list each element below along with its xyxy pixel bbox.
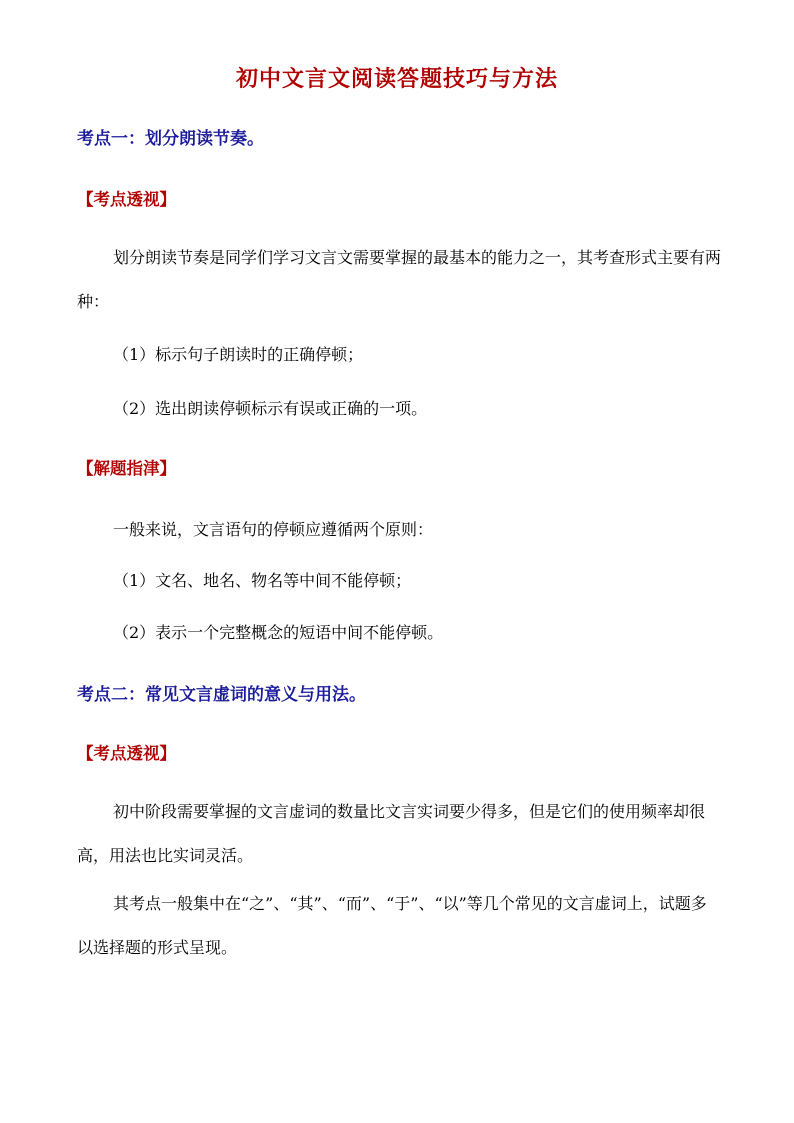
section1-item-3: （1）文名、地名、物名等中间不能停顿； [113,571,412,590]
section1-tag-jieti: 【解题指津】 [77,459,176,478]
section1-item-1: （1）标示句子朗读时的正确停顿； [113,345,364,364]
section1-rule-intro: 一般来说，文言语句的停顿应遵循两个原则： [113,520,434,539]
section1-item-2: （2）选出朗读停顿标示有误或正确的一项。 [113,399,428,418]
section1-item-4: （2）表示一个完整概念的短语中间不能停顿。 [113,623,444,642]
section1-heading: 考点一：划分朗读节奏。 [77,129,264,149]
section2-tag-kaodian: 【考点透视】 [77,744,176,763]
page-title: 初中文言文阅读答题技巧与方法 [235,66,558,92]
section2-paragraph-2: 其考点一般集中在“之”、“其”、“而”、“于”、“以”等几个常见的文言虚词上，试题多以选择题的形式呈现。 [77,894,707,957]
section2-heading: 考点二：常见文言虚词的意义与用法。 [77,685,366,705]
section2-paragraph-1: 初中阶段需要掌握的文言虚词的数量比文言实词要少得多，但是它们的使用频率却很高，用法也比实词灵活。 [77,802,706,865]
section1-tag-kaodian: 【考点透视】 [77,190,176,209]
section1-paragraph: 划分朗读节奏是同学们学习文言文需要掌握的最基本的能力之一，其考查形式主要有两种： [77,248,722,311]
